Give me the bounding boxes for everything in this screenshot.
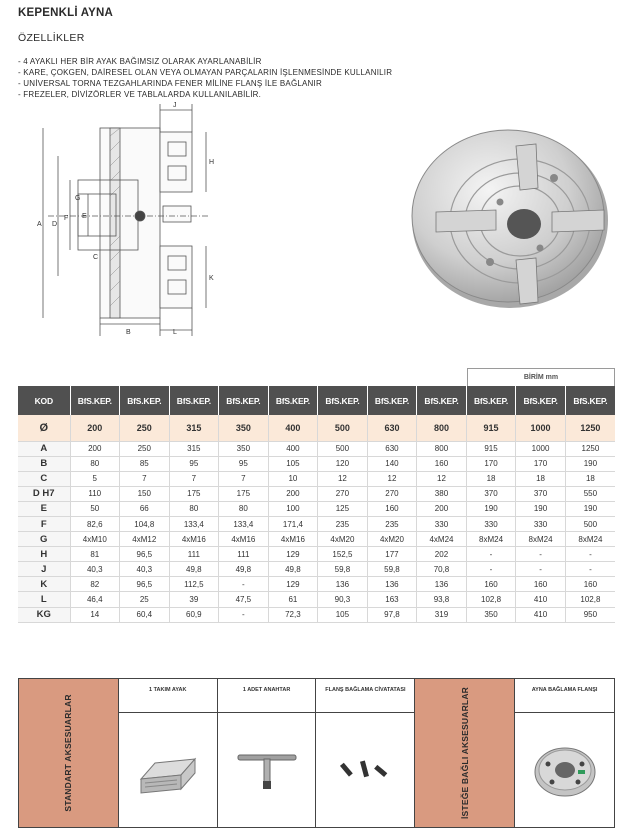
accessory-t-key [218,679,317,827]
table-cell: 319 [417,607,467,622]
unit-label: BİRİM mm [467,368,615,387]
table-row [18,415,615,441]
table-cell: 61 [268,592,318,607]
table-cell: - [565,562,615,577]
table-cell: 270 [318,486,368,501]
table-cell: 46,4 [70,592,120,607]
row-label: C [18,471,70,486]
table-cell: 136 [318,577,368,592]
table-cell: 630 [367,415,417,441]
dim-label-b: B [126,329,131,336]
table-cell: 400 [268,415,318,441]
table-cell: 163 [367,592,417,607]
table-row [18,607,615,622]
table-cell: 10 [268,471,318,486]
row-label: F [18,516,70,531]
feature-item: - UNİVERSAL TORNA TEZGAHLARINDA FENER MİLİNE FLANŞ İLE BAĞLANIR [18,79,322,88]
table-cell: 500 [565,516,615,531]
row-label: L [18,592,70,607]
dim-label-f: F [64,215,69,222]
table-cell: 40,3 [120,562,170,577]
table-cell: 133,4 [169,516,219,531]
table-cell: 330 [417,516,467,531]
page-title: KEPENKLİ AYNA [18,7,114,19]
table-cell: 66 [120,501,170,516]
table-cell: 82 [70,577,120,592]
column-header: BfS.KEP. [169,386,219,415]
table-cell: 133,4 [219,516,269,531]
table-cell: 410 [516,592,566,607]
feature-item: - 4 AYAKLI HER BİR AYAK BAĞIMSIZ OLARAK AYARLANABİLİR [18,57,262,66]
table-cell: 150 [120,486,170,501]
table-cell: 800 [417,441,467,456]
table-row [18,592,615,607]
table-cell: 177 [367,547,417,562]
table-cell: 95 [169,456,219,471]
row-label: D H7 [18,486,70,501]
column-header: BfS.KEP. [318,386,368,415]
column-header-code: KOD [18,386,70,415]
table-row [18,486,615,501]
table-cell: 160 [516,577,566,592]
table-cell: 250 [120,415,170,441]
table-cell: 18 [516,471,566,486]
table-cell: 39 [169,592,219,607]
table-cell: 18 [565,471,615,486]
table-cell: 4xM16 [219,532,269,547]
table-cell: 59,8 [367,562,417,577]
optional-accessories-label: İSTEĞE BAĞLI AKSESUARLAR [415,679,515,827]
table-cell: 370 [516,486,566,501]
table-cell: 160 [466,577,516,592]
row-label: Ø [18,415,70,441]
table-cell: - [466,562,516,577]
table-row [18,516,615,531]
table-row [18,532,615,547]
table-cell: 380 [417,486,467,501]
table-cell: 129 [268,577,318,592]
standard-accessories-label: STANDART AKSESUARLAR [19,679,119,827]
table-cell: 4xM16 [268,532,318,547]
table-cell: 95 [219,456,269,471]
table-cell: 81 [70,547,120,562]
table-cell: - [466,547,516,562]
table-cell: 160 [565,577,615,592]
table-cell: 125 [318,501,368,516]
table-cell: 7 [120,471,170,486]
column-header: BfS.KEP. [268,386,318,415]
table-cell: 410 [516,607,566,622]
table-cell: 49,8 [268,562,318,577]
table-cell: 12 [417,471,467,486]
row-label: J [18,562,70,577]
table-cell: 200 [268,486,318,501]
table-header-row [18,386,615,415]
table-cell: 160 [367,501,417,516]
table-cell: 1250 [565,441,615,456]
bolts-icon [330,745,400,795]
table-row [18,577,615,592]
dim-label-l: L [173,329,177,336]
table-cell: 25 [120,592,170,607]
table-cell: 1250 [565,415,615,441]
table-cell: 190 [565,456,615,471]
row-label: KG [18,607,70,622]
table-cell: 175 [169,486,219,501]
row-label: G [18,532,70,547]
table-cell: 82,6 [70,516,120,531]
table-cell: 800 [417,415,467,441]
table-cell: 915 [466,415,516,441]
table-cell: 7 [219,471,269,486]
column-header: BfS.KEP. [367,386,417,415]
table-cell: - [565,547,615,562]
table-cell: 235 [318,516,368,531]
table-cell: 160 [417,456,467,471]
column-header: BfS.KEP. [417,386,467,415]
flange-icon [530,740,600,800]
accessory-label: FLANŞ BAĞLAMA CİVATATASI [316,679,414,713]
dim-label-a: A [37,221,42,228]
jaw-set-icon [133,745,203,795]
chuck-technical-drawing [18,96,228,336]
row-label: K [18,577,70,592]
table-cell: 170 [466,456,516,471]
table-cell: 12 [367,471,417,486]
table-row [18,501,615,516]
column-header: BfS.KEP. [70,386,120,415]
dim-label-d: D [52,221,58,228]
table-cell: 136 [367,577,417,592]
dim-label-j: J [173,102,177,109]
table-cell: 60,9 [169,607,219,622]
table-cell: 129 [268,547,318,562]
row-label: H [18,547,70,562]
table-cell: 4xM20 [367,532,417,547]
table-cell: 49,8 [219,562,269,577]
table-cell: - [516,547,566,562]
column-header: BfS.KEP. [466,386,516,415]
table-cell: 96,5 [120,547,170,562]
table-cell: 104,8 [120,516,170,531]
table-cell: 93,8 [417,592,467,607]
chuck-product-image [408,126,618,311]
features-heading: ÖZELLİKLER [18,32,85,44]
dim-label-h: H [209,159,215,166]
table-row [18,471,615,486]
table-cell: 630 [367,441,417,456]
table-cell: 152,5 [318,547,368,562]
dim-label-k: K [209,275,214,282]
table-cell: 270 [367,486,417,501]
table-cell: 4xM20 [318,532,368,547]
table-cell: 97,8 [367,607,417,622]
table-cell: 8xM24 [565,532,615,547]
table-cell: 350 [466,607,516,622]
table-cell: 100 [268,501,318,516]
table-cell: 8xM24 [466,532,516,547]
table-cell: 50 [70,501,120,516]
table-cell: 190 [565,501,615,516]
table-cell: 171,4 [268,516,318,531]
table-cell: 235 [367,516,417,531]
table-cell: 4xM24 [417,532,467,547]
table-cell: 202 [417,547,467,562]
accessories-panel [18,678,615,828]
table-cell: 315 [169,441,219,456]
table-row [18,562,615,577]
table-cell: 40,3 [70,562,120,577]
table-cell: 72,3 [268,607,318,622]
table-cell: 200 [70,415,120,441]
feature-item: - KARE, ÇOKGEN, DAİRESEL OLAN VEYA OLMAYAN PARÇALARIN İŞLENMESİNDE KULLANILIR [18,68,393,77]
table-cell: 190 [466,501,516,516]
table-cell: 105 [268,456,318,471]
table-cell: 70,8 [417,562,467,577]
table-cell: 60,4 [120,607,170,622]
table-cell: 59,8 [318,562,368,577]
table-cell: - [219,607,269,622]
accessory-label: AYNA BAĞLAMA FLANŞI [515,679,614,713]
table-cell: 915 [466,441,516,456]
table-cell: - [516,562,566,577]
table-row [18,441,615,456]
row-label: E [18,501,70,516]
table-cell: 1000 [516,415,566,441]
table-cell: 1000 [516,441,566,456]
table-cell: 550 [565,486,615,501]
table-cell: 5 [70,471,120,486]
column-header: BfS.KEP. [516,386,566,415]
table-cell: 7 [169,471,219,486]
table-cell: 350 [219,415,269,441]
dim-label-e: E [82,213,87,220]
table-cell: 250 [120,441,170,456]
row-label: B [18,456,70,471]
table-cell: 140 [367,456,417,471]
table-cell: 4xM12 [120,532,170,547]
spec-table [18,386,615,623]
table-cell: 315 [169,415,219,441]
table-cell: 500 [318,441,368,456]
table-row [18,547,615,562]
table-cell: 80 [70,456,120,471]
table-row [18,456,615,471]
table-cell: 500 [318,415,368,441]
accessory-flange-bolts [316,679,415,827]
column-header: BfS.KEP. [565,386,615,415]
table-cell: 85 [120,456,170,471]
table-cell: 90,3 [318,592,368,607]
table-cell: 950 [565,607,615,622]
table-cell: 102,8 [565,592,615,607]
table-cell: 370 [466,486,516,501]
table-cell: 350 [219,441,269,456]
accessory-label: 1 ADET ANAHTAR [218,679,316,713]
table-cell: 49,8 [169,562,219,577]
table-cell: 110 [70,486,120,501]
table-cell: 12 [318,471,368,486]
t-key-icon [232,745,302,795]
table-cell: 18 [466,471,516,486]
table-cell: 120 [318,456,368,471]
table-cell: 111 [219,547,269,562]
table-cell: - [219,577,269,592]
accessory-jaw-set [119,679,218,827]
accessory-label: 1 TAKIM AYAK [119,679,217,713]
table-cell: 330 [466,516,516,531]
dim-label-c: C [93,254,99,261]
table-cell: 4xM16 [169,532,219,547]
table-cell: 111 [169,547,219,562]
table-cell: 200 [70,441,120,456]
features-list [18,56,392,100]
table-cell: 136 [417,577,467,592]
table-cell: 80 [169,501,219,516]
table-cell: 14 [70,607,120,622]
row-label: A [18,441,70,456]
column-header: BfS.KEP. [219,386,269,415]
dim-label-g: G [75,195,81,202]
column-header: BfS.KEP. [120,386,170,415]
table-cell: 330 [516,516,566,531]
table-cell: 96,5 [120,577,170,592]
table-cell: 80 [219,501,269,516]
table-cell: 102,8 [466,592,516,607]
table-cell: 200 [417,501,467,516]
table-cell: 400 [268,441,318,456]
table-cell: 47,5 [219,592,269,607]
table-cell: 112,5 [169,577,219,592]
table-cell: 190 [516,501,566,516]
table-cell: 175 [219,486,269,501]
table-cell: 105 [318,607,368,622]
table-cell: 4xM10 [70,532,120,547]
table-cell: 170 [516,456,566,471]
accessory-flange [515,679,614,827]
table-cell: 8xM24 [516,532,566,547]
feature-item: - FREZELER, DİVİZÖRLER VE TABLALARDA KULLANILABİLİR. [18,90,262,99]
